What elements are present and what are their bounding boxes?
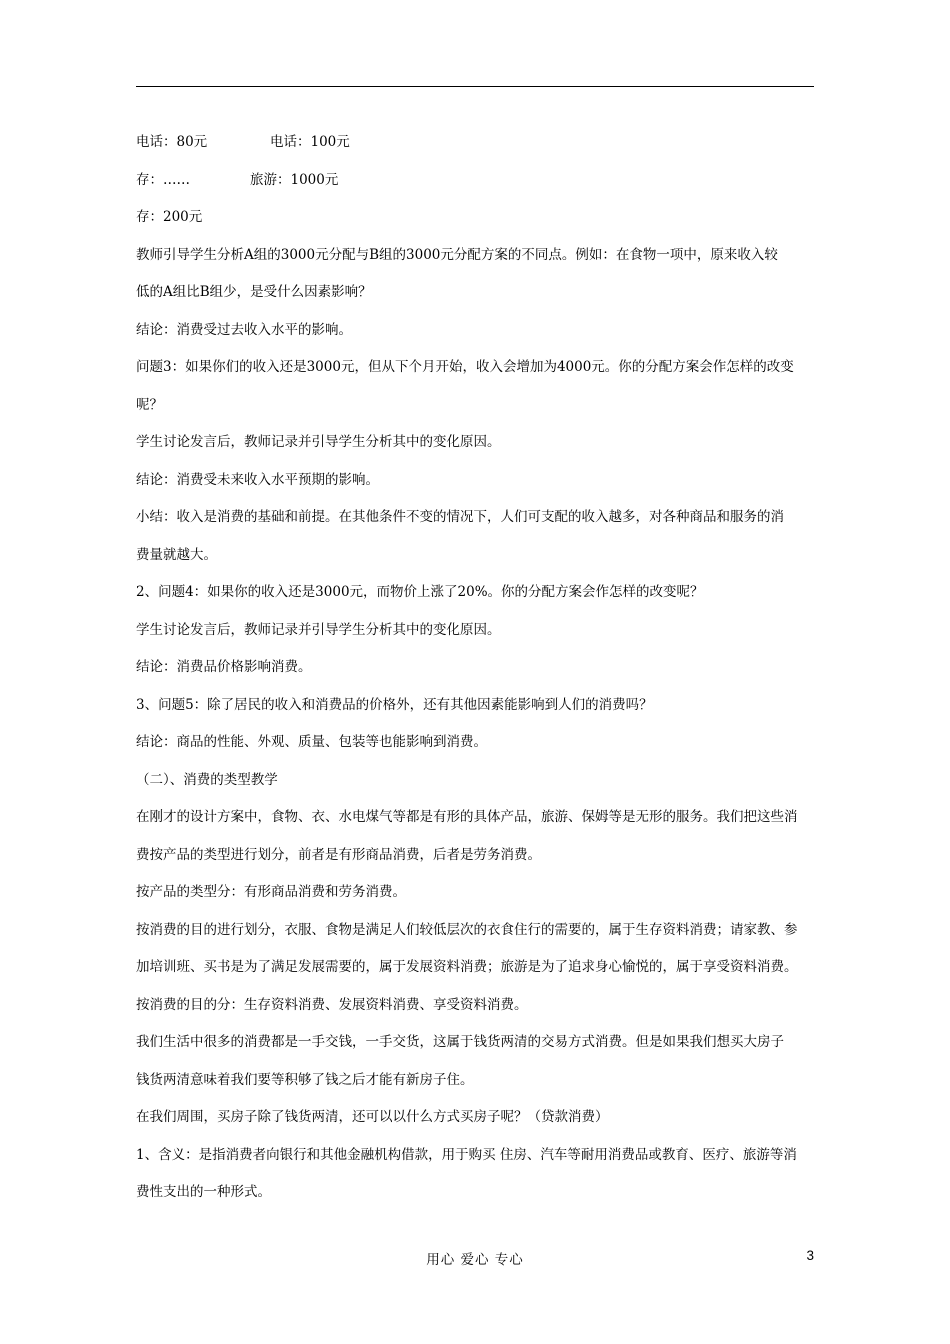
- paragraph-line: 学生讨论发言后，教师记录并引导学生分析其中的变化原因。: [136, 621, 501, 638]
- paragraph-line: 加培训班、买书是为了满足发展需要的，属于发展资料消费；旅游是为了追求身心愉悦的，属于享受资料消费。: [136, 959, 798, 975]
- budget-a: 存：……: [136, 171, 190, 188]
- paragraph-line: 按产品的类型分：有形商品消费和劳务消费。: [136, 884, 406, 900]
- header-rule: [136, 86, 814, 87]
- paragraph-line: 费量就越大。: [136, 546, 217, 563]
- paragraph-line: 费按产品的类型进行划分，前者是有形商品消费，后者是劳务消费。: [136, 846, 541, 863]
- document-body: [136, 124, 816, 1212]
- paragraph-line: 我们生活中很多的消费都是一手交钱，一手交货，这属于钱货两清的交易方式消费。但是如果我们想买大房子: [136, 1034, 784, 1050]
- conclusion-line: 结论：消费品价格影响消费。: [136, 659, 312, 675]
- footer-motto: 用心 爱心 专心: [426, 1252, 524, 1268]
- paragraph-line: 呢？: [136, 396, 163, 413]
- paragraph-line: 3、问题5：除了居民的收入和消费品的价格外，还有其他因素能影响到人们的消费吗？: [136, 696, 653, 713]
- conclusion-line: 结论：消费受未来收入水平预期的影响。: [136, 471, 379, 488]
- budget-line-2: [136, 162, 816, 200]
- page-number: 3: [806, 1248, 814, 1263]
- budget-line-1: [136, 124, 816, 162]
- section-heading: （二）、消费的类型教学: [136, 771, 278, 788]
- conclusion-line: 结论：商品的性能、外观、质量、包装等也能影响到消费。: [136, 734, 487, 750]
- paragraph-line: 在我们周围，买房子除了钱货两清，还可以以什么方式买房子呢？（贷款消费）: [136, 1109, 609, 1125]
- budget-a: 电话：80元: [136, 134, 208, 150]
- paragraph-line: 小结：收入是消费的基础和前提。在其他条件不变的情况下，人们可支配的收入越多，对各种商品和服务的消: [136, 509, 784, 525]
- paragraph-line: 学生讨论发言后，教师记录并引导学生分析其中的变化原因。: [136, 434, 501, 450]
- budget-b: 旅游：1000元: [250, 171, 339, 188]
- budget-b: 电话：100元: [270, 134, 350, 150]
- paragraph-line: 钱货两清意味着我们要等积够了钱之后才能有新房子住。: [136, 1071, 474, 1088]
- paragraph-line: 教师引导学生分析A组的3000元分配与B组的3000元分配方案的不同点。例如：在食物一项中，原来收入较: [136, 246, 778, 263]
- paragraph-line: 在刚才的设计方案中，食物、衣、水电煤气等都是有形的具体产品，旅游、保姆等是无形的服务。我们把这些消: [136, 809, 798, 825]
- paragraph-line: 低的A组比B组少，是受什么因素影响？: [136, 284, 372, 300]
- paragraph-line: 按消费的目的分：生存资料消费、发展资料消费、享受资料消费。: [136, 996, 528, 1013]
- paragraph-line: 存：200元: [136, 209, 203, 225]
- paragraph-line: 问题3：如果你们的收入还是3000元，但从下个月开始，收入会增加为4000元。你的分配方案会作怎样的改变: [136, 359, 794, 375]
- conclusion-line: 结论：消费受过去收入水平的影响。: [136, 321, 352, 338]
- paragraph-line: 费性支出的一种形式。: [136, 1184, 271, 1200]
- paragraph-line: 1、含义：是指消费者向银行和其他金融机构借款，用于购买 住房、汽车等耐用消费品或教育、医疗、旅游等消: [136, 1146, 797, 1163]
- paragraph-line: 按消费的目的进行划分，衣服、食物是满足人们较低层次的衣食住行的需要的，属于生存资料消费；请家教、参: [136, 921, 798, 938]
- paragraph-line: 2、问题4：如果你的收入还是3000元，而物价上涨了20%。你的分配方案会作怎样的改变呢？: [136, 584, 704, 600]
